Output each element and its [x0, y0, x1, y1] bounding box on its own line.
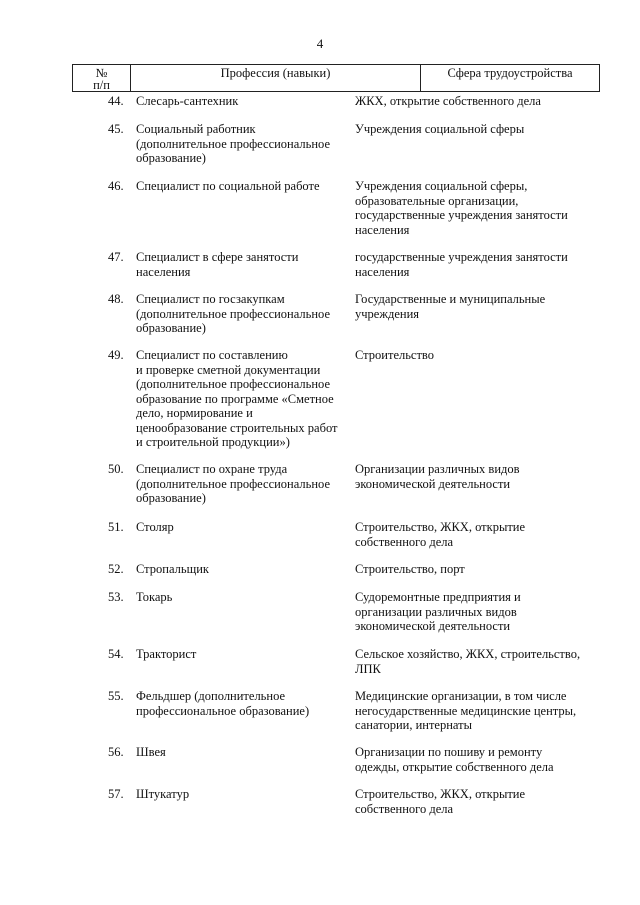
row-sphere: Строительство, ЖКХ, открытие собственного дела	[355, 787, 526, 816]
row-sphere: Медицинские организации, в том числе негосударственные медицинские центры, санатории, интернаты	[355, 689, 577, 732]
row-profession: Тракторист	[136, 647, 197, 661]
row-sphere: Государственные и муниципальные учреждения	[355, 292, 546, 321]
row-profession: Токарь	[136, 590, 173, 604]
row-profession: Специалист по госзакупкам (дополнительное профессиональное образование)	[136, 292, 330, 335]
table-header	[72, 64, 600, 92]
page-number: 4	[316, 36, 324, 51]
row-sphere: Строительство	[355, 348, 435, 362]
row-sphere: Организации различных видов экономической деятельности	[355, 462, 520, 491]
row-sphere: Организации по пошиву и ремонту одежды, открытие собственного дела	[355, 745, 554, 774]
row-sphere: ЖКХ, открытие собственного дела	[355, 94, 541, 108]
row-sphere: Сельское хозяйство, ЖКХ, строительство, ЛПК	[355, 647, 581, 676]
row-sphere: Судоремонтные предприятия и организации различных видов экономической деятельности	[355, 590, 521, 633]
header-profession: Профессия (навыки)	[131, 65, 421, 91]
row-profession: Специалист по охране труда (дополнительное профессиональное образование)	[136, 462, 330, 505]
header-number: № п/п	[73, 65, 131, 91]
row-profession: Социальный работник (дополнительное профессиональное образование)	[136, 122, 330, 165]
row-sphere: Учреждения социальной сферы	[355, 122, 525, 136]
row-sphere: государственные учреждения занятости населения	[355, 250, 568, 279]
row-profession: Специалист по составлению и проверке сметной документации (дополнительное профессиональное образование по программе «Сметное дело, нормирование и ценообразование строительных работ и строительной продукции»)	[136, 348, 338, 449]
row-profession: Фельдшер (дополнительное профессиональное образование)	[136, 689, 310, 718]
row-profession: Штукатур	[136, 787, 190, 801]
row-sphere: Строительство, порт	[355, 562, 465, 576]
row-sphere: Строительство, ЖКХ, открытие собственного дела	[355, 520, 526, 549]
row-profession: Столяр	[136, 520, 174, 534]
row-profession: Стропальщик	[136, 562, 209, 576]
row-sphere: Учреждения социальной сферы, образовательные организации, государственные учреждения занятости населения	[355, 179, 568, 237]
row-profession: Слесарь-сантехник	[136, 94, 239, 108]
row-profession: Швея	[136, 745, 166, 759]
header-sphere: Сфера трудоустройства	[447, 66, 573, 80]
row-profession: Специалист в сфере занятости населения	[136, 250, 299, 279]
row-profession: Специалист по социальной работе	[136, 179, 320, 193]
